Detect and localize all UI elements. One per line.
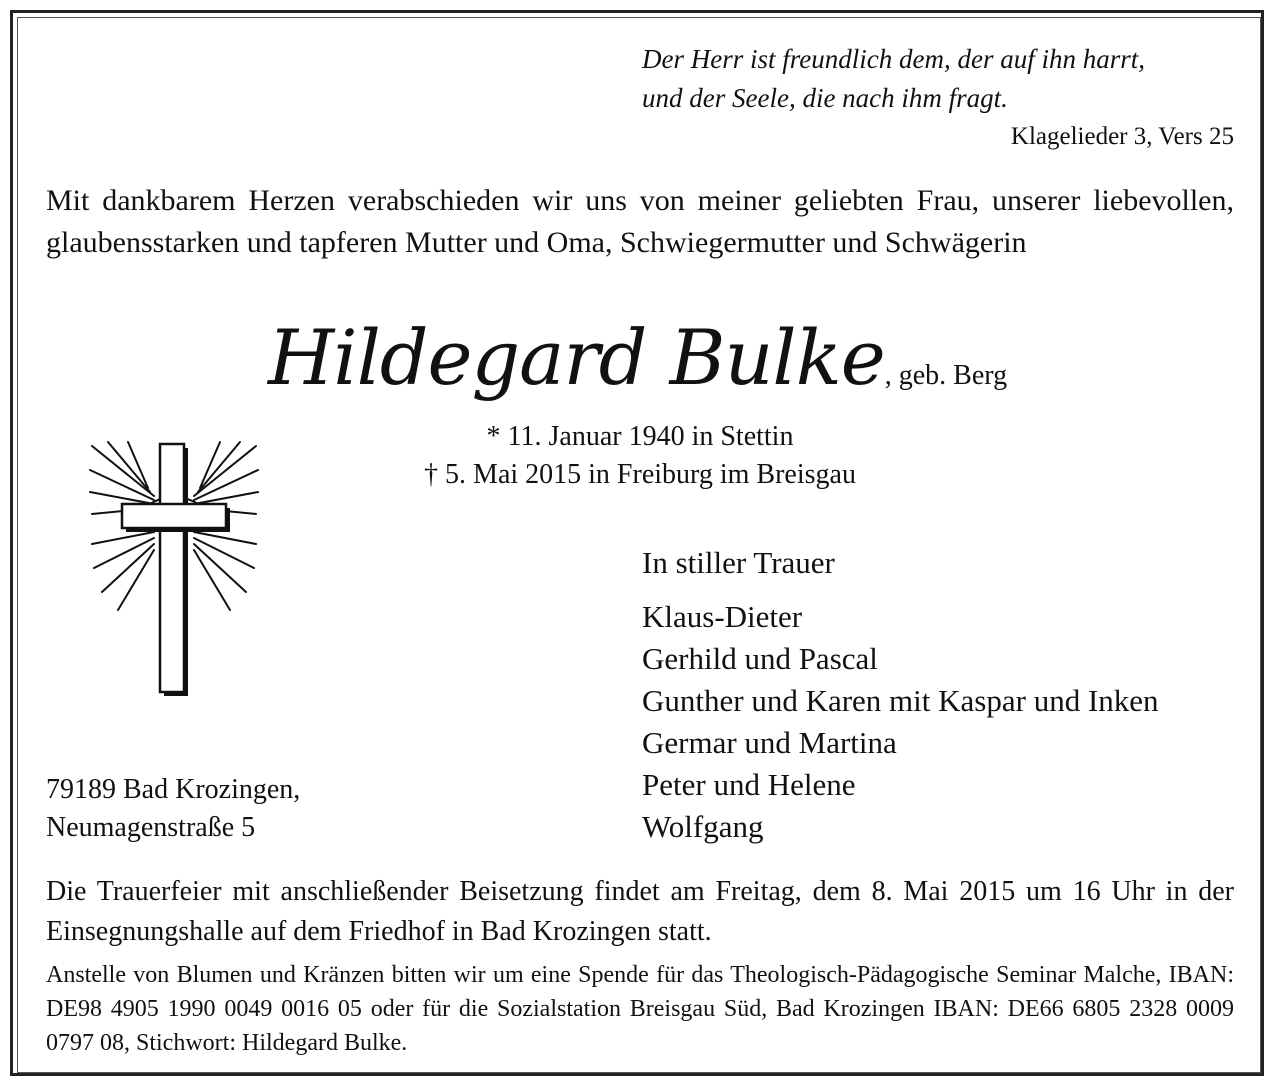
address-line-2: Neumagenstraße 5 [46,812,256,843]
mourner-name: Wolfgang [642,809,764,844]
maiden-name: , geb. Berg [884,360,1008,391]
family-address [46,771,300,847]
mourner-name: Gunther und Karen mit Kaspar und Inken [642,683,1159,718]
cross-with-rays-icon [88,440,260,698]
mourner-name: Gerhild und Pascal [642,641,878,676]
mourner-name: Peter und Helene [642,767,856,802]
mourners-list [642,596,1159,848]
intro-text: Mit dankbarem Herzen verabschieden wir uns von meiner geliebten Frau, unserer liebevollen, glaubensstarken und tapferen Mutter und Oma, Schwiegermutter und Schwägerin [46,184,1234,259]
deceased-name: Hildegard Bulke [268,313,885,402]
mourning-heading: In stiller Trauer [642,545,835,580]
bible-verse [600,40,1234,118]
address-line-1: 79189 Bad Krozingen, [46,774,301,805]
verse-reference: Klagelieder 3, Vers 25 [1010,123,1234,150]
verse-line-1: Der Herr ist freundlich dem, der auf ihn harrt, [642,44,1145,74]
death-date: † 5. Mai 2015 in Freiburg im Breisgau [424,459,856,490]
mourner-name: Germar und Martina [642,725,897,760]
funeral-notice: Die Trauerfeier mit anschließender Beisetzung findet am Freitag, dem 8. Mai 2015 um 16 Uhr in der Einsegnungshalle auf dem Friedhof in Bad Krozingen statt. [46,876,1234,947]
donation-notice: Anstelle von Blumen und Kränzen bitten wir um eine Spende für das Theologisch-Pädagogische Seminar Malche, IBAN: DE98 4905 1990 0049 0016 05 oder für die Sozialstation Breisgau Süd, Bad Krozingen IBAN: DE66 6805 2328 0009 0797 08, Stichwort: Hildegard Bulke. [46,962,1234,1056]
life-dates [340,418,940,494]
verse-line-2: und der Seele, die nach ihm fragt. [642,83,1008,113]
mourner-name: Klaus-Dieter [642,599,803,634]
birth-date: * 11. Januar 1940 in Stettin [486,421,794,452]
deceased-name-row [268,313,1168,402]
